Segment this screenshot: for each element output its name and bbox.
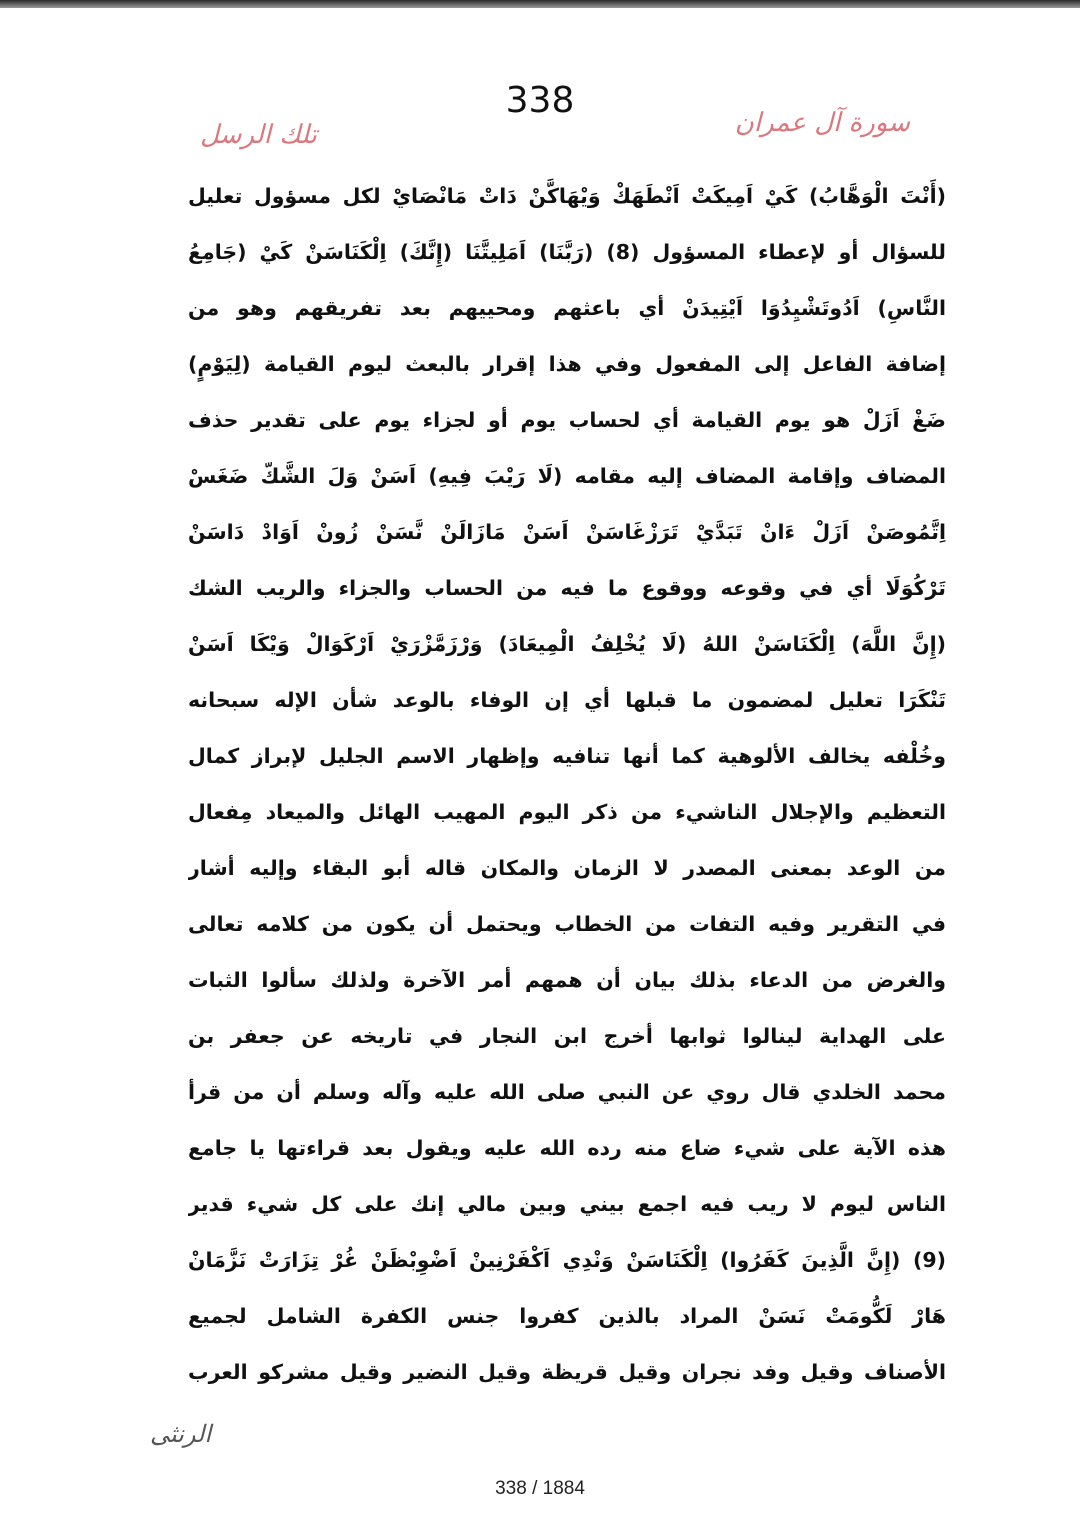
text-line: هذه الآية على شيء ضاع منه رده الله عليه ويقول بعد قراءتها يا جامع	[188, 1136, 946, 1160]
text-line: محمد الخلدي قال روي عن النبي صلى الله عليه وآله وسلم أن من قرأ	[188, 1080, 946, 1104]
text-line: الناس ليوم لا ريب فيه اجمع بيني وبين مالي إنك على كل شيء قدير	[188, 1192, 946, 1216]
text-line: (9) (إِنَّ الَّذِينَ كَفَرُوا) اِلْكَنَاسَنْ وَنْدِي اَكْفَرْنِينْ اَضْوِبْظَنْ غُرْ تِزَارَتْ نَزَّمَانْ	[188, 1248, 946, 1272]
text-line: (إِنَّ اللَّهَ) اِلْكَنَاسَنْ اللهُ (لَا يُخْلِفُ الْمِيعَادَ) وَرْزَمَّزْرَيْ اَرْكَوَالْ وَيْكَا اَسَنْ	[188, 632, 946, 656]
scanned-page	[0, 8, 1080, 1528]
text-line: والغرض من الدعاء بذلك بيان أن همهم أمر الآخرة ولذلك سألوا الثبات	[188, 968, 946, 992]
page-counter: 338 / 1884	[495, 1478, 585, 1499]
text-line: المضاف وإقامة المضاف إليه مقامه (لَا رَيْبَ فِيهِ) اَسَنْ وَلَ الشَّكّ ضَغَسْ	[188, 464, 946, 488]
text-line: في التقرير وفيه التفات من الخطاب ويحتمل أن يكون من كلامه تعالى	[188, 912, 946, 936]
handwritten-catchword: الرنثى	[150, 1420, 212, 1448]
text-line: وخُلْفه يخالف الألوهية كما أنها تنافيه وإظهار الاسم الجليل لإبراز كمال	[188, 744, 946, 768]
text-line: ضَغْ اَزَلْ هو يوم القيامة أي لحساب يوم أو لجزاء يوم على تقدير حذف	[188, 408, 946, 432]
text-line: النَّاسِ) اَدُوتَشْيِدُوَا اَيْتِيدَنْ أي باعثهم ومحييهم بعد تفريقهم وهو من	[188, 296, 946, 320]
text-line: تَرْكُوَلَا أي في وقوعه ووقوع ما فيه من الحساب والجزاء والريب الشك	[188, 576, 946, 600]
top-edge-rule	[0, 0, 1080, 8]
tafsir-body-text	[188, 168, 946, 1400]
text-line: التعظيم والإجلال الناشيء من ذكر اليوم المهيب الهائل والميعاد مِفعال	[188, 800, 946, 824]
text-line: للسؤال أو لإعطاء المسؤول (8) (رَبَّنَا) اَمَلِيتَّنَا (إِنَّكَ) اِلْكَنَاسَنْ كَيْ (جَامِعُ	[188, 240, 946, 264]
text-line: هَارْ لَكُّومَتْ نَسَنْ المراد بالذين كفروا جنس الكفرة الشامل لجميع	[188, 1304, 946, 1328]
page-number: 338	[505, 80, 575, 121]
handwritten-surah-note: سورة آل عمران	[734, 108, 910, 138]
text-line: الأصناف وقيل وفد نجران وقيل قريظة وقيل النضير وقيل مشركو العرب	[188, 1360, 946, 1384]
handwritten-juz-note: تلك الرسل	[200, 120, 317, 150]
text-line: (أَنْتَ الْوَهَّابُ) كَيْ اَمِيكَتْ اَنْطَهَكْ وَيْهَاكَّنْ دَاتْ مَانْصَايْ لكل مسؤول تعليل	[188, 184, 946, 208]
text-line: اِتَّمُوصَنْ اَزَلْ ءَانْ تَبَدَّيْ تَرَزْغَاسَنْ اَسَنْ مَازَالَنْ نَّسَنْ زُونْ اَوَادْ دَاسَنْ	[188, 520, 946, 544]
text-line: تَنْكَرَا تعليل لمضمون ما قبلها أي إن الوفاء بالوعد شأن الإله سبحانه	[188, 688, 946, 712]
text-line: على الهداية لينالوا ثوابها أخرج ابن النجار في تاريخه عن جعفر بن	[188, 1024, 946, 1048]
text-line: من الوعد بمعنى المصدر لا الزمان والمكان قاله أبو البقاء وإليه أشار	[188, 856, 946, 880]
text-line: إضافة الفاعل إلى المفعول وفي هذا إقرار بالبعث ليوم القيامة (لِيَوْمٍ)	[188, 352, 946, 376]
